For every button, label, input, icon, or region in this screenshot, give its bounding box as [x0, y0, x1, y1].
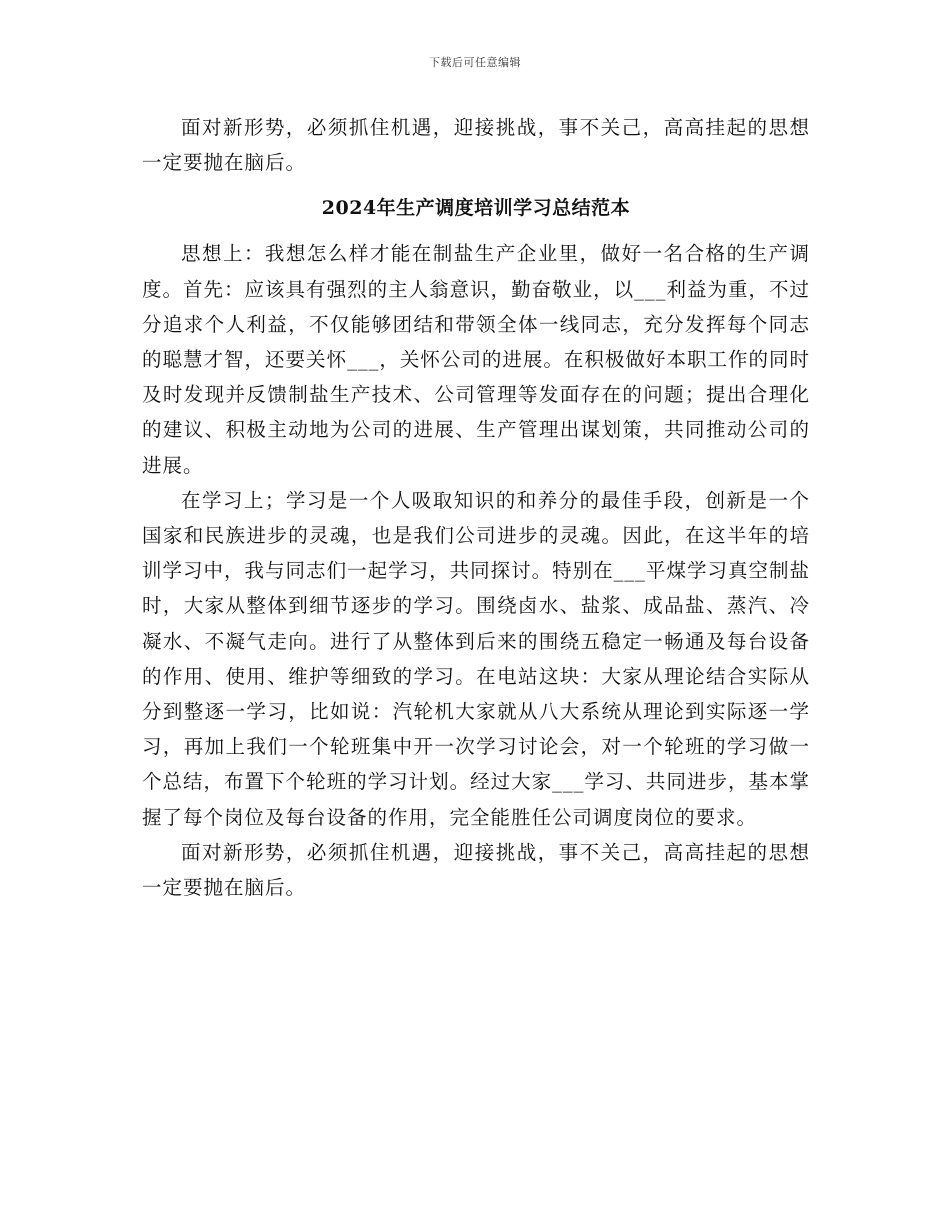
page-header-note: 下载后可任意编辑 — [429, 56, 521, 69]
paragraph-thinking: 思想上：我想怎么样才能在制盐生产企业里，做好一名合格的生产调度。首先：应该具有强烈的主人翁意识，勤奋敬业，以___利益为重，不过分追求个人利益，不仅能够团结和带领全体一线同志，充分发挥每个同志的聪慧才智，还要关怀___，关怀公司的进展。在积极做好本职工作的同时及时发现并反馈制盐生产技术、公司管理等发面存在的问题；提出合理化的建议、积极主动地为公司的进展、生产管理出谋划策，共同推动公司的进展。 — [142, 242, 810, 477]
document-body — [142, 110, 810, 905]
intro-paragraph: 面对新形势，必须抓住机遇，迎接挑战，事不关己，高高挂起的思想一定要抛在脑后。 — [142, 116, 810, 175]
paragraph-conclusion: 面对新形势，必须抓住机遇，迎接挑战，事不关己，高高挂起的思想一定要抛在脑后。 — [142, 840, 810, 900]
document-title: 2024年生产调度培训学习总结范本 — [321, 197, 631, 220]
paragraph-learning: 在学习上；学习是一个人吸取知识的和养分的最佳手段，创新是一个国家和民族进步的灵魂，也是我们公司进步的灵魂。因此，在这半年的培训学习中，我与同志们一起学习，共同探讨。特别在___平煤学习真空制盐时，大家从整体到细节逐步的学习。围绕卤水、盐浆、成品盐、蒸汽、冷凝水、不凝气走向。进行了从整体到后来的围绕五稳定一畅通及每台设备的作用、使用、维护等细致的学习。在电站这块：大家从理论结合实际从分到整逐一学习，比如说：汽轮机大家就从八大系统从理论到实际逐一学习，再加上我们一个轮班集中开一次学习讨论会，对一个轮班的学习做一个总结，布置下个轮班的学习计划。经过大家___学习、共同进步，基本掌握了每个岗位及每台设备的作用，完全能胜任公司调度岗位的要求。 — [142, 488, 810, 829]
